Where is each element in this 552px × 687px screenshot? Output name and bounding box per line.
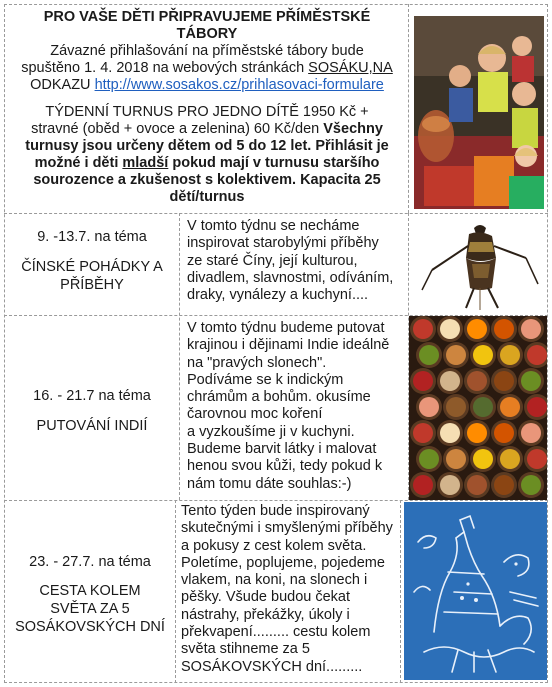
spice	[473, 345, 493, 365]
desc-line: skutečnými i smyšlenými příběhy	[181, 520, 393, 537]
registration-text	[6, 43, 408, 94]
spice	[467, 371, 487, 391]
desc-line: vlakem, na koni, na slonech i	[181, 572, 368, 589]
desc-line: chrámům a bohům. okusíme	[187, 389, 371, 406]
price-line: stravné (oběd + ovoce a zelenina) 60 Kč/den	[31, 121, 324, 137]
desc-line: V tomto týdnu budeme putovat	[187, 320, 385, 336]
week-theme: ČÍNSKÉ POHÁDKY A	[21, 259, 163, 275]
spice	[521, 475, 541, 495]
reg-text: Závazné přihlašování na příměstské tábory bude	[50, 43, 364, 59]
week-theme: CESTA KOLEM	[39, 583, 141, 599]
desc-line: Tento týden bude inspirovaný	[181, 503, 370, 519]
reg-text: ODKAZU	[30, 77, 95, 93]
age-info: pokud mají v turnusu staršího	[168, 155, 380, 171]
spice	[500, 449, 520, 469]
spice	[467, 319, 487, 339]
spice	[446, 397, 466, 417]
week1-label	[6, 228, 178, 294]
desc-line: krajinou i dějinami Indie ideálně	[187, 337, 390, 354]
week3-label	[6, 553, 174, 636]
children-photo	[414, 16, 544, 209]
spice	[467, 423, 487, 443]
desc-line: a pokusy z cest kolem světa.	[181, 537, 367, 554]
border-bottom	[4, 682, 548, 683]
desc-line: SOSÁKOVSKÝCH dní.........	[181, 658, 363, 675]
registration-url-link[interactable]: http://www.sosakos.cz/prihlasovaci-formulare	[94, 77, 384, 93]
week-dates: 16. - 21.7 na téma	[33, 388, 151, 404]
desc-line: henou svou kůži, tedy pokud k	[187, 458, 383, 475]
world-travel-svg	[404, 502, 547, 680]
spice	[440, 319, 460, 339]
week3-description	[176, 503, 400, 676]
intro-title	[6, 9, 408, 43]
reg-text: spuštěno 1. 4. 2018 na webových stránkách	[21, 60, 309, 76]
spice	[527, 397, 547, 417]
spice	[413, 371, 433, 391]
title-line: PRO VAŠE DĚTI PŘIPRAVUJEME PŘÍMĚSTSKÉ	[43, 9, 371, 25]
spice	[440, 371, 460, 391]
capacity-info: dětí/turnus	[169, 189, 245, 205]
desc-line: divadlem, slavnostmi, odíváním,	[187, 269, 394, 286]
spice	[473, 397, 493, 417]
border-right	[547, 4, 548, 683]
row-divider	[4, 213, 548, 214]
row-divider	[4, 500, 548, 501]
spice	[467, 475, 487, 495]
desc-line: inspirovat starobylými příběhy	[187, 235, 379, 252]
desc-line: ze staré Číny, její kulturou,	[187, 252, 358, 269]
world-travel-drawing	[404, 502, 547, 680]
price-text	[6, 104, 408, 206]
desc-line: draky, vynálezy a kuchyní....	[187, 287, 369, 304]
desc-line: V tomto týdnu se necháme	[187, 218, 360, 234]
spice	[419, 345, 439, 365]
week2-description	[180, 320, 408, 493]
spice	[500, 345, 520, 365]
desc-line: Podíváme se k indickým	[187, 371, 344, 388]
desc-line: pěšky. Všude budou čekat	[181, 589, 351, 606]
spice-bowls-image	[409, 316, 547, 500]
desc-line: překvapení......... cestu kolem	[181, 624, 371, 641]
week-theme: PŘÍBĚHY	[60, 277, 124, 293]
spice	[527, 345, 547, 365]
spice	[446, 345, 466, 365]
border-top	[4, 4, 548, 5]
week-theme: SVĚTA ZA 5	[50, 601, 130, 617]
spice	[521, 423, 541, 443]
desc-line: čarovnou moc koření	[187, 406, 323, 423]
spice	[521, 319, 541, 339]
camp-flyer	[4, 4, 548, 683]
children-photo-svg	[414, 16, 544, 209]
desc-line: na "pravých slonech".	[187, 354, 327, 371]
week-dates: 9. -13.7. na téma	[37, 229, 147, 245]
spice	[413, 423, 433, 443]
desc-line: Poletíme, poplujeme, pojedeme	[181, 554, 385, 571]
sosaku-link[interactable]: SOSÁKU,NA	[308, 60, 393, 76]
spice	[413, 319, 433, 339]
age-info: turnusy jsou určeny dětem od 5 do 12 let. Přihlásit je	[25, 138, 389, 154]
spice	[440, 475, 460, 495]
price-line: TÝDENNÍ TURNUS PRO JEDNO DÍTĚ 1950 Kč +	[45, 104, 369, 120]
spice	[494, 423, 514, 443]
spice	[419, 397, 439, 417]
week-theme: SOSÁKOVSKÝCH DNÍ	[15, 619, 165, 635]
spice	[419, 449, 439, 469]
spice-bowls-svg	[409, 316, 547, 500]
intro-block	[6, 6, 408, 212]
spice	[473, 449, 493, 469]
shadow-puppet-image	[414, 218, 544, 312]
week2-label	[6, 387, 178, 435]
week-theme: PUTOVÁNÍ INDIÍ	[36, 418, 148, 434]
age-info: možné i děti	[34, 155, 123, 171]
spice	[494, 319, 514, 339]
desc-line: nám tomu dáte souhlas:-)	[187, 475, 352, 492]
title-line: TÁBORY	[176, 26, 238, 42]
week-dates: 23. - 27.7. na téma	[29, 554, 151, 570]
spice	[500, 397, 520, 417]
spice	[413, 475, 433, 495]
desc-line: Budeme barvit látky i malovat	[187, 441, 377, 458]
week1-description	[180, 218, 408, 304]
spice	[440, 423, 460, 443]
spice	[527, 449, 547, 469]
spice	[446, 449, 466, 469]
younger-underlined: mladší	[122, 155, 169, 171]
spice	[494, 475, 514, 495]
spice	[494, 371, 514, 391]
desc-line: a vyzkoušíme ji v kuchyni.	[187, 423, 355, 440]
shadow-puppet-svg	[414, 218, 544, 312]
age-info: Všechny	[323, 121, 383, 137]
spice	[521, 371, 541, 391]
desc-line: nástrahy, překážky, úkoly i	[181, 606, 350, 623]
capacity-info: sourozence a zkušenost s kolektivem. Kapacita 25	[33, 172, 381, 188]
desc-line: světa stihneme za 5	[181, 641, 310, 658]
col-divider	[400, 500, 401, 683]
col-divider	[408, 4, 409, 213]
border-left	[4, 4, 5, 683]
